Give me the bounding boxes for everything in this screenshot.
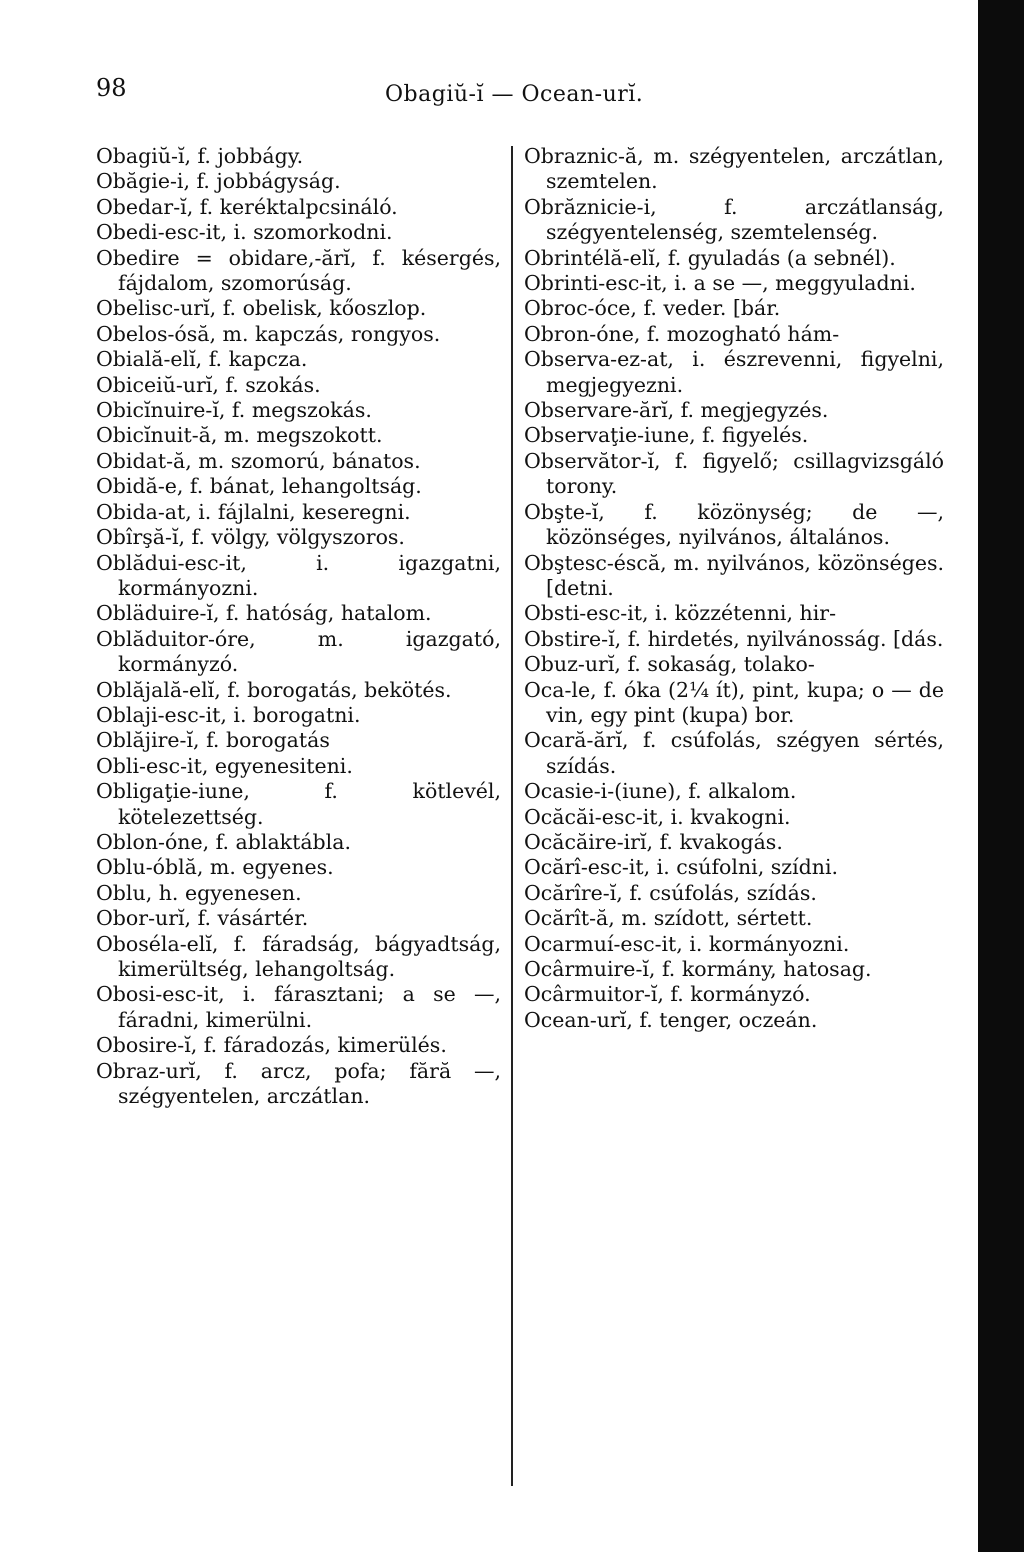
dictionary-entry: Obagiŭ-ĭ, f. jobbágy. xyxy=(96,144,304,168)
dictionary-entry: Oblu-óblă, m. egyenes. xyxy=(96,855,334,880)
dictionary-entry: Obedire = obidare,-ărĭ, f. késergés, fájdalom, szomorúság. xyxy=(96,245,501,296)
dictionary-entry: Obştesc-éscă, m. nyilvános, közönséges. [detni. xyxy=(524,550,944,600)
page-number: 98 xyxy=(96,74,127,102)
dictionary-entry: Observa-ez-at, i. észrevenni, figyelni, megjegyezni. xyxy=(524,347,944,397)
dictionary-entry: Obidă-e, f. bánat, lehangoltság. xyxy=(96,474,422,499)
dictionary-entry: Obrăznicie-i, f. arczátlanság, szégyentelenség, szemtelenség. xyxy=(524,194,944,245)
dictionary-entry: Obşte-ĭ, f. közönység; de —, közönséges, nyilvános, általános. xyxy=(524,499,944,550)
dictionary-entry: Obuz-urĭ, f. sokaság, tolako- xyxy=(524,652,815,677)
dictionary-entry: Obida-at, i. fájlalni, keseregni. xyxy=(96,499,411,524)
dictionary-entry: Obedi-esc-it, i. szomorkodni. xyxy=(96,220,393,245)
dictionary-entry: Ocarmuí-esc-it, i. kormányozni. xyxy=(524,931,850,956)
dictionary-entry: Obidat-ă, m. szomorú, bánatos. xyxy=(96,448,421,473)
dictionary-entry: Obraznic-ă, m. szégyentelen, arczátlan, szemtelen. xyxy=(524,144,944,194)
dictionary-entry: Obläduire-ĭ, f. hatóság, hatalom. xyxy=(96,601,432,626)
dictionary-entry: Observare-ărĭ, f. megjegyzés. xyxy=(524,398,829,423)
dictionary-entry: Obosire-ĭ, f. fáradozás, kimerülés. xyxy=(96,1033,447,1058)
dictionary-entry: Obstire-ĭ, f. hirdetés, nyilvánosság. [dás. xyxy=(524,626,944,651)
dictionary-entry: Obsti-esc-it, i. közzétenni, hir- xyxy=(524,601,836,626)
dictionary-entry: Obîrşă-ĭ, f. völgy, völgyszoros. xyxy=(96,525,405,550)
dictionary-entry: Oboséla-elĭ, f. fáradság, bágyadtság, kimerültség, lehangoltság. xyxy=(96,931,501,981)
dictionary-entry: Obedar-ĭ, f. keréktalpcsináló. xyxy=(96,194,398,219)
dictionary-entry: Oca-le, f. óka (2¼ ít), pint, kupa; o — de vin, egy pint (kupa) bor. xyxy=(524,677,944,727)
dictionary-entry: Ocean-urĭ, f. tenger, oczeán. xyxy=(524,1007,818,1032)
dictionary-entry: Oblăduitor-óre, m. igazgató, kormányzó. xyxy=(96,626,501,677)
dictionary-entry: Obron-óne, f. mozogható hám- xyxy=(524,321,840,346)
dictionary-entry: Obli-esc-it, egyenesiteni. xyxy=(96,753,353,778)
dictionary-entry: Obrinti-esc-it, i. a se —, meggyuladni. xyxy=(524,271,916,296)
dictionary-entry: Obiceiŭ-urĭ, f. szokás. xyxy=(96,372,321,397)
dictionary-entry: Ocasie-i-(iune), f. alkalom. xyxy=(524,779,797,804)
dictionary-entry: Obelisc-urĭ, f. obelisk, kőoszlop. xyxy=(96,296,427,321)
dictionary-entry: Oblaji-esc-it, i. borogatni. xyxy=(96,702,361,727)
dictionary-entry: Obicĭnuire-ĭ, f. megszokás. xyxy=(96,398,372,423)
dictionary-entry: Oblăjală-elĭ, f. borogatás, bekötés. xyxy=(96,677,452,702)
dictionary-entry: Oblădui-esc-it, i. igazgatni, kormányozni. xyxy=(96,550,501,600)
dictionary-entry: Observător-ĭ, f. figyelő; csillagvizsgáló torony. xyxy=(524,448,944,499)
dictionary-entry: Oblu, h. egyenesen. xyxy=(96,880,302,905)
dictionary-entry: Ocărî-esc-it, i. csúfolni, szídni. xyxy=(524,855,839,880)
dictionary-entry: Obăgie-i, f. jobbágyság. xyxy=(96,169,341,194)
dictionary-entry: Obraz-urĭ, f. arcz, pofa; fără —, szégyentelen, arczátlan. xyxy=(96,1058,501,1109)
dictionary-entry: Ocăcăi-esc-it, i. kvakogni. xyxy=(524,804,791,829)
dictionary-entry: Obială-elĭ, f. kapcza. xyxy=(96,347,308,372)
dictionary-entry: Obosi-esc-it, i. fárasztani; a se —, fáradni, kimerülni. xyxy=(96,982,501,1032)
dictionary-entry: Ocăcăire-irĭ, f. kvakogás. xyxy=(524,829,783,854)
dictionary-entry: Obroc-óce, f. veder. [bár. xyxy=(524,296,781,321)
dictionary-entry: Obor-urĭ, f. vásártér. xyxy=(96,906,309,931)
dictionary-entry: Oblăjire-ĭ, f. borogatás xyxy=(96,728,330,753)
dictionary-entry: Ocârmuitor-ĭ, f. kormányzó. xyxy=(524,982,811,1007)
running-head: Obagiŭ-ĭ — Ocean-urĭ. xyxy=(385,82,644,107)
dictionary-entry: Ocară-ărĭ, f. csúfolás, szégyen sértés, szídás. xyxy=(524,728,944,778)
dictionary-entry: Oblon-óne, f. ablaktábla. xyxy=(96,829,351,854)
scan-edge-bar xyxy=(978,0,1024,1552)
dictionary-entry: Observaţie-iune, f. figyelés. xyxy=(524,423,809,448)
dictionary-entry: Ocărîre-ĭ, f. csúfolás, szídás. xyxy=(524,880,817,905)
column-divider xyxy=(511,146,513,1486)
dictionary-entry: Ocărît-ă, m. szídott, sértett. xyxy=(524,906,813,931)
dictionary-entry: Obicĭnuit-ă, m. megszokott. xyxy=(96,423,383,448)
dictionary-entry: Obligaţie-iune, f. kötlevél, kötelezettség. xyxy=(96,779,501,829)
right-column xyxy=(524,144,944,1033)
dictionary-entry: Ocârmuire-ĭ, f. kormány, hatosag. xyxy=(524,957,872,981)
dictionary-entry: Obrintélă-elĭ, f. gyuladás (a sebnél). xyxy=(524,245,896,270)
dictionary-entry: Obelos-ósă, m. kapczás, rongyos. xyxy=(96,321,441,346)
left-column xyxy=(96,144,501,1109)
